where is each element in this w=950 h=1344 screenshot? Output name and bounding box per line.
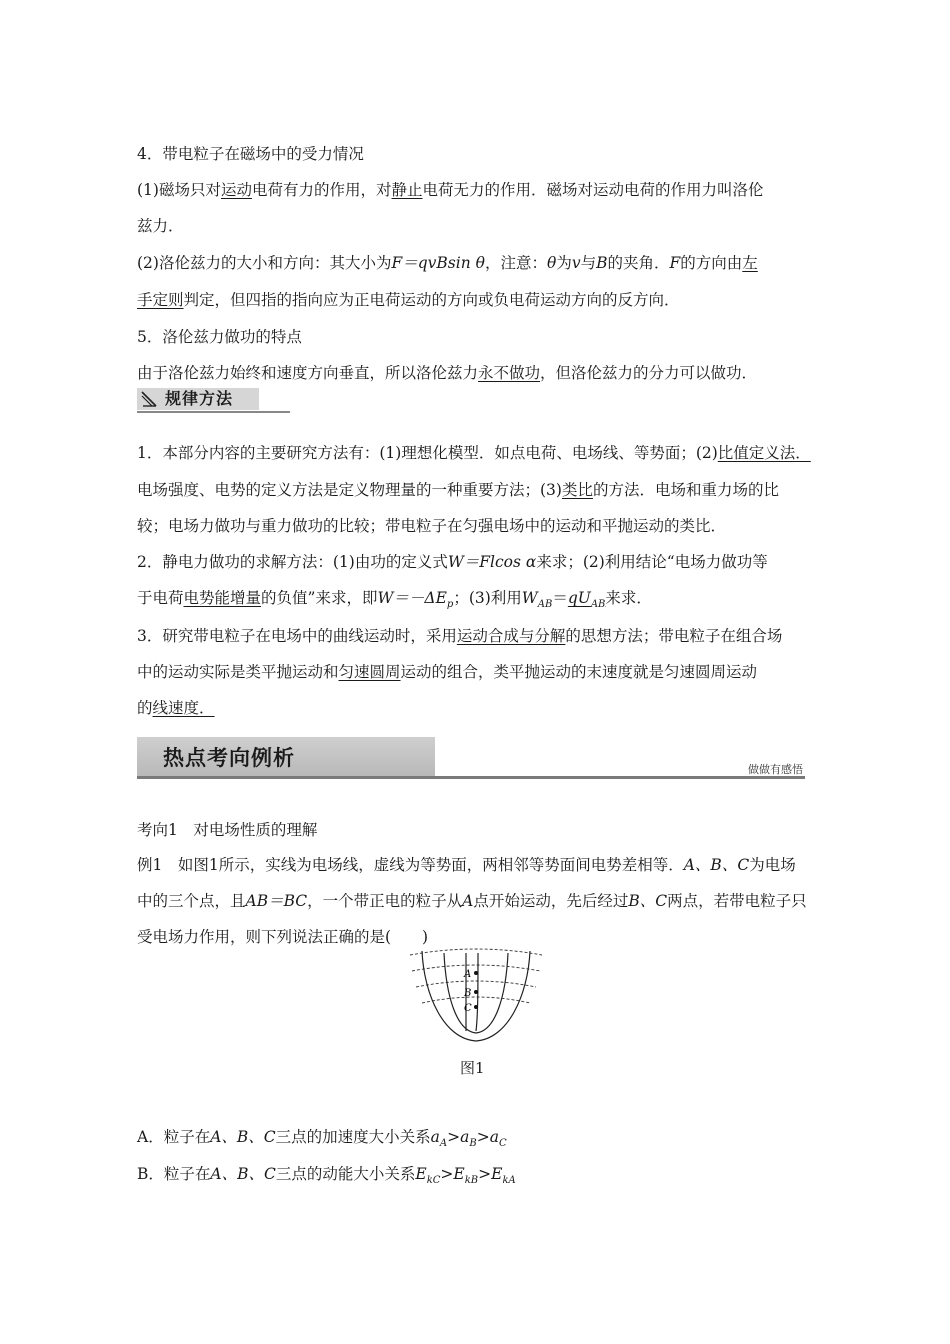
ex1-line3 bbox=[137, 927, 428, 947]
text: 例1 如图1所示，实线为电场线，虚线为等势面，两相邻等势面间电势差相等． bbox=[137, 856, 684, 874]
relation-formula: $E_{kC}>E_{kB}>E_{kA}$ bbox=[415, 1165, 516, 1187]
m3-line1 bbox=[137, 626, 782, 646]
text: 的方向由 bbox=[680, 254, 743, 272]
heading-5 bbox=[137, 327, 302, 347]
m1-line1 bbox=[137, 443, 811, 463]
symbol: A、B、C bbox=[683, 856, 750, 874]
text: 为电场 bbox=[749, 856, 796, 874]
underlined-term: 线速度． bbox=[152, 699, 215, 717]
p4-line4 bbox=[137, 290, 680, 310]
text: 的方法．电场和重力场的比 bbox=[592, 481, 779, 499]
diagonal-slash-icon bbox=[141, 391, 157, 407]
underlined-term: 左 bbox=[742, 254, 758, 272]
underlined-formula bbox=[567, 589, 606, 611]
text: 2．静电力做功的求解方法：(1)由功的定义式 bbox=[137, 553, 448, 571]
subscript: AB bbox=[590, 599, 606, 611]
text: B．粒子在 bbox=[137, 1165, 211, 1183]
option-a bbox=[137, 1127, 507, 1154]
formula: a bbox=[430, 1128, 440, 1146]
m2-line2 bbox=[137, 588, 652, 615]
heading-5-text: 5．洛伦兹力做功的特点 bbox=[137, 328, 302, 346]
text: ，注意： bbox=[484, 254, 547, 272]
text: 的负值”来求，即 bbox=[261, 589, 378, 607]
ex1-line2 bbox=[137, 891, 807, 911]
text: ＝ bbox=[552, 589, 568, 607]
text: 电荷无力的作用．磁场对运动电荷的作用力叫洛伦 bbox=[422, 181, 764, 199]
text: A．粒子在 bbox=[137, 1128, 211, 1146]
text: 三点的动能大小关系 bbox=[275, 1165, 416, 1183]
figure-caption: 图1 bbox=[460, 1059, 485, 1077]
m1-line2 bbox=[137, 480, 779, 500]
section-header-methods bbox=[137, 388, 290, 414]
text: 3．研究带电粒子在电场中的曲线运动时，采用 bbox=[137, 627, 457, 645]
heading-4-text: 4．带电粒子在磁场中的受力情况 bbox=[137, 145, 364, 163]
underlined-term: 电势能增量 bbox=[183, 589, 262, 607]
underlined-term: 静止 bbox=[391, 181, 423, 199]
text: 的 bbox=[137, 699, 153, 717]
symbol: A bbox=[462, 892, 474, 910]
symbol: θ bbox=[546, 254, 557, 272]
text: 两点，若带电粒子只 bbox=[667, 892, 807, 910]
text: 与 bbox=[580, 254, 597, 272]
underlined-term: 运动 bbox=[220, 181, 252, 199]
symbol: F bbox=[669, 254, 681, 272]
text: ；(3)利用 bbox=[453, 589, 522, 607]
text: 判定，但四指的指向应为正电荷运动的方向或负电荷运动方向的反方向． bbox=[183, 291, 680, 309]
figure-1-field-lines bbox=[408, 945, 544, 1045]
text: 点开始运动，先后经过 bbox=[473, 892, 629, 910]
text: 于电荷 bbox=[137, 589, 184, 607]
p4-line3 bbox=[137, 253, 758, 273]
underlined-term: 运动合成与分解 bbox=[456, 627, 566, 645]
m3-line3 bbox=[137, 698, 215, 718]
text: (2)洛伦兹力的大小和方向：其大小为 bbox=[137, 254, 392, 272]
section-header-rule bbox=[137, 411, 290, 413]
formula: qU bbox=[567, 589, 591, 607]
formula: AB＝BC bbox=[245, 892, 308, 910]
figure-label-b: B bbox=[464, 988, 472, 999]
text: 兹力． bbox=[137, 217, 184, 235]
text: 运动的组合，类平抛运动的末速度就是匀速圆周运动 bbox=[400, 663, 758, 681]
p5-line1 bbox=[137, 363, 757, 383]
text: 来求． bbox=[605, 589, 652, 607]
formula: F＝qvBsin θ bbox=[391, 254, 485, 272]
underlined-term: 类比 bbox=[561, 481, 593, 499]
text: 中的三个点，且 bbox=[137, 892, 246, 910]
symbol: A、B、C bbox=[210, 1165, 276, 1183]
symbol: B bbox=[596, 254, 608, 272]
subscript: AB bbox=[537, 599, 553, 611]
text: 较；电场力做功与重力做功的比较；带电粒子在匀强电场中的运动和平抛运动的类比． bbox=[137, 517, 727, 535]
text: 为 bbox=[556, 254, 572, 272]
symbol: B、C bbox=[628, 892, 668, 910]
figure-label-c: C bbox=[464, 1003, 472, 1014]
text: 电场强度、电势的定义方法是定义物理量的一种重要方法；(3) bbox=[137, 481, 562, 499]
p4-line1 bbox=[137, 180, 764, 200]
text: 受电场力作用，则下列说法正确的是( ) bbox=[137, 928, 429, 946]
relation-formula: $a_A>a_B>a_C$ bbox=[430, 1128, 507, 1150]
m3-line2 bbox=[137, 662, 757, 682]
section-header-hotspots bbox=[137, 737, 805, 781]
formula: W＝－ΔE bbox=[377, 589, 447, 607]
text: ，但洛伦兹力的分力可以做功． bbox=[540, 364, 758, 382]
section-tag: 做做有感悟 bbox=[748, 763, 803, 776]
text: 由于洛伦兹力始终和速度方向垂直，所以洛伦兹力 bbox=[137, 364, 479, 382]
text: 的夹角． bbox=[607, 254, 670, 272]
figure-label-a: A bbox=[464, 969, 472, 980]
underlined-term: 手定则 bbox=[137, 291, 184, 309]
symbol: v bbox=[571, 254, 581, 272]
text: (1)磁场只对 bbox=[137, 181, 221, 199]
heading-4 bbox=[137, 144, 364, 164]
option-b bbox=[137, 1164, 516, 1191]
text: 电荷有力的作用，对 bbox=[251, 181, 392, 199]
symbol: A、B、C bbox=[210, 1128, 276, 1146]
m1-line3 bbox=[137, 516, 726, 536]
ex1-line1 bbox=[137, 855, 796, 875]
subscript: p bbox=[446, 599, 454, 611]
formula: W bbox=[521, 589, 538, 607]
section-header-rule bbox=[137, 776, 805, 779]
text: 来求；(2)利用结论“电场力做功等 bbox=[536, 553, 768, 571]
p4-line2 bbox=[137, 216, 184, 236]
formula: E bbox=[415, 1165, 427, 1183]
section-title: 规律方法 bbox=[165, 389, 234, 408]
text: ，一个带正电的粒子从 bbox=[307, 892, 463, 910]
topic-heading bbox=[137, 820, 317, 840]
text: 中的运动实际是类平抛运动和 bbox=[137, 663, 339, 681]
formula: W＝Flcos α bbox=[447, 553, 537, 571]
text: 1．本部分内容的主要研究方法有：(1)理想化模型．如点电荷、电场线、等势面；(2) bbox=[137, 444, 718, 462]
m2-line1 bbox=[137, 552, 768, 572]
section-title: 热点考向例析 bbox=[163, 746, 295, 770]
text: 的思想方法；带电粒子在组合场 bbox=[565, 627, 783, 645]
topic-text: 考向1 对电场性质的理解 bbox=[137, 821, 318, 839]
underlined-term: 匀速圆周 bbox=[338, 663, 401, 681]
underlined-term: 永不做功 bbox=[478, 364, 541, 382]
underlined-term: 比值定义法． bbox=[717, 444, 811, 462]
text: 三点的加速度大小关系 bbox=[275, 1128, 431, 1146]
